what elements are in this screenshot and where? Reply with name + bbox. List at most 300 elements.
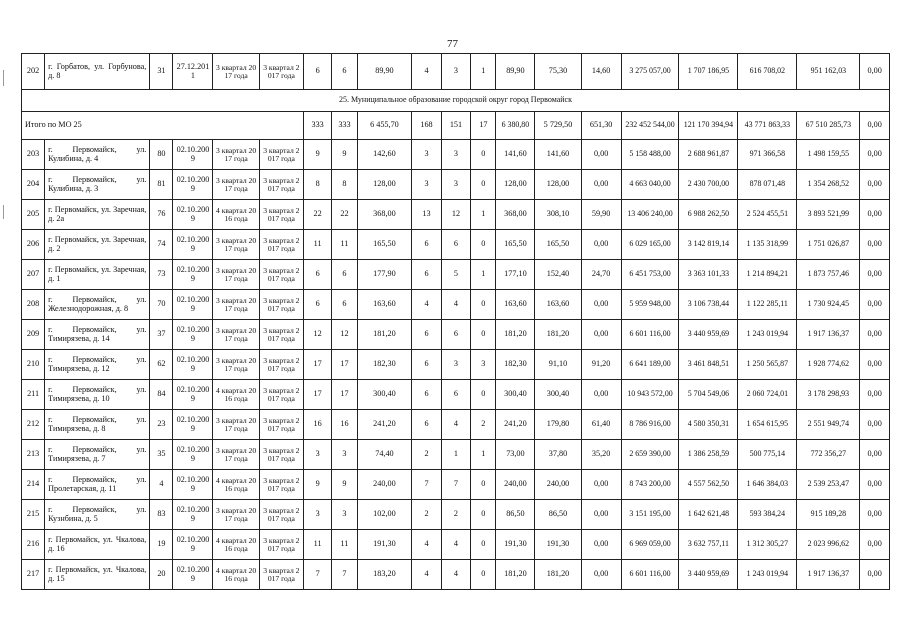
table-cell: 0,00 xyxy=(581,230,621,260)
table-cell: 8 xyxy=(332,170,357,200)
period-cell: 4 квартал 2016 года xyxy=(213,560,259,590)
table-cell: 2 xyxy=(412,440,441,470)
table-cell: 16 xyxy=(332,410,357,440)
table-cell: 0 xyxy=(471,320,496,350)
table-cell: 0,00 xyxy=(860,530,890,560)
table-cell: 1 642 621,48 xyxy=(679,500,738,530)
scan-margin-mark xyxy=(3,205,4,219)
table-row xyxy=(22,54,890,90)
table-cell: 191,30 xyxy=(357,530,412,560)
table-cell: 3 xyxy=(441,350,470,380)
address-cell: г. Первомайск, ул. Заречная, д. 2а xyxy=(45,200,150,230)
table-cell: 6 029 165,00 xyxy=(621,230,679,260)
table-cell: 0,00 xyxy=(860,350,890,380)
table-cell: 6 xyxy=(303,260,331,290)
table-cell: 0,00 xyxy=(860,230,890,260)
address-cell: г. Первомайск, ул. Кулибина, д. 4 xyxy=(45,140,150,170)
table-cell: 1 214 894,21 xyxy=(738,260,797,290)
address-cell: г. Первомайск, ул. Чкалова, д. 16 xyxy=(45,530,150,560)
period-cell: 3 квартал 2017 года xyxy=(259,410,303,440)
row-number: 202 xyxy=(22,54,45,90)
table-cell: 3 xyxy=(471,350,496,380)
table-cell: 91,10 xyxy=(535,350,581,380)
table-cell: 6 451 753,00 xyxy=(621,260,679,290)
table-cell: 5 704 549,06 xyxy=(679,380,738,410)
table-cell: 163,60 xyxy=(496,290,535,320)
period-cell: 3 квартал 2017 года xyxy=(259,170,303,200)
table-cell: 772 356,27 xyxy=(797,440,860,470)
table-cell: 11 xyxy=(303,230,331,260)
table-cell: 7 xyxy=(412,470,441,500)
table-cell: 1 646 384,03 xyxy=(738,470,797,500)
table-cell: 0,00 xyxy=(860,440,890,470)
date-cell: 02.10.2009 xyxy=(173,200,213,230)
table-cell: 141,60 xyxy=(535,140,581,170)
table-cell: 84 xyxy=(150,380,173,410)
table-cell: 4 xyxy=(441,560,470,590)
date-cell: 02.10.2009 xyxy=(173,470,213,500)
total-cell: 651,30 xyxy=(581,112,621,140)
table-cell: 0 xyxy=(471,560,496,590)
table-cell: 0,00 xyxy=(581,380,621,410)
table-cell: 12 xyxy=(332,320,357,350)
period-cell: 4 квартал 2016 года xyxy=(213,530,259,560)
row-number: 212 xyxy=(22,410,45,440)
table-cell: 300,40 xyxy=(496,380,535,410)
table-cell: 8 xyxy=(303,170,331,200)
date-cell: 02.10.2009 xyxy=(173,170,213,200)
table-cell: 128,00 xyxy=(357,170,412,200)
table-cell: 3 xyxy=(332,440,357,470)
table-cell: 73,00 xyxy=(496,440,535,470)
period-cell: 3 квартал 2017 года xyxy=(259,290,303,320)
table-cell: 0,00 xyxy=(581,500,621,530)
table-cell: 75,30 xyxy=(535,54,581,90)
date-cell: 02.10.2009 xyxy=(173,530,213,560)
table-cell: 0,00 xyxy=(860,380,890,410)
table-cell: 4 557 562,50 xyxy=(679,470,738,500)
row-number: 215 xyxy=(22,500,45,530)
table-cell: 14,60 xyxy=(581,54,621,90)
table-cell: 5 xyxy=(441,260,470,290)
row-number: 214 xyxy=(22,470,45,500)
address-cell: г. Первомайск, ул. Кузнбина, д. 5 xyxy=(45,500,150,530)
period-cell: 3 квартал 2017 года xyxy=(259,500,303,530)
row-number: 207 xyxy=(22,260,45,290)
period-cell: 3 квартал 2017 года xyxy=(259,350,303,380)
table-cell: 6 xyxy=(303,290,331,320)
table-cell: 128,00 xyxy=(496,170,535,200)
row-number: 217 xyxy=(22,560,45,590)
table-cell: 0,00 xyxy=(581,530,621,560)
table-cell: 0,00 xyxy=(581,290,621,320)
table-cell: 3 632 757,11 xyxy=(679,530,738,560)
table-cell: 0 xyxy=(471,290,496,320)
table-cell: 7 xyxy=(303,560,331,590)
period-cell: 3 квартал 2017 года xyxy=(259,54,303,90)
table-cell: 61,40 xyxy=(581,410,621,440)
table-row xyxy=(22,320,890,350)
table-cell: 3 106 738,44 xyxy=(679,290,738,320)
table-row xyxy=(22,200,890,230)
row-number: 208 xyxy=(22,290,45,320)
table-cell: 5 959 948,00 xyxy=(621,290,679,320)
housing-table xyxy=(21,53,890,590)
table-cell: 6 xyxy=(441,380,470,410)
total-cell: 17 xyxy=(471,112,496,140)
table-cell: 74,40 xyxy=(357,440,412,470)
table-cell: 3 440 959,69 xyxy=(679,560,738,590)
table-cell: 0 xyxy=(471,140,496,170)
table-cell: 368,00 xyxy=(357,200,412,230)
table-cell: 6 xyxy=(441,320,470,350)
row-number: 203 xyxy=(22,140,45,170)
table-cell: 971 366,58 xyxy=(738,140,797,170)
table-cell: 2 xyxy=(471,410,496,440)
table-cell: 163,60 xyxy=(535,290,581,320)
table-cell: 89,90 xyxy=(496,54,535,90)
period-cell: 3 квартал 2017 года xyxy=(259,230,303,260)
table-cell: 7 xyxy=(441,470,470,500)
table-cell: 181,20 xyxy=(496,560,535,590)
table-cell: 593 384,24 xyxy=(738,500,797,530)
table-cell: 13 xyxy=(412,200,441,230)
table-cell: 91,20 xyxy=(581,350,621,380)
table-cell: 1 xyxy=(471,54,496,90)
table-cell: 308,10 xyxy=(535,200,581,230)
table-cell: 7 xyxy=(332,560,357,590)
address-cell: г. Горбатов, ул. Горбунова, д. 8 xyxy=(45,54,150,90)
table-cell: 142,60 xyxy=(357,140,412,170)
table-row xyxy=(22,380,890,410)
total-cell: 43 771 863,33 xyxy=(738,112,797,140)
table-cell: 165,50 xyxy=(535,230,581,260)
table-cell: 9 xyxy=(303,140,331,170)
table-cell: 2 430 700,00 xyxy=(679,170,738,200)
table-cell: 1 354 268,52 xyxy=(797,170,860,200)
table-cell: 0 xyxy=(471,380,496,410)
table-cell: 12 xyxy=(441,200,470,230)
table-cell: 13 406 240,00 xyxy=(621,200,679,230)
table-cell: 4 580 350,31 xyxy=(679,410,738,440)
table-cell: 17 xyxy=(332,350,357,380)
row-number: 216 xyxy=(22,530,45,560)
date-cell: 02.10.2009 xyxy=(173,440,213,470)
date-cell: 02.10.2009 xyxy=(173,320,213,350)
table-cell: 6 xyxy=(412,230,441,260)
table-cell: 3 xyxy=(303,440,331,470)
address-cell: г. Первомайск, ул. Тимирязева, д. 14 xyxy=(45,320,150,350)
table-cell: 89,90 xyxy=(357,54,412,90)
address-cell: г. Первомайск, ул. Заречная, д. 2 xyxy=(45,230,150,260)
table-cell: 6 xyxy=(332,54,357,90)
total-cell: 121 170 394,94 xyxy=(679,112,738,140)
total-cell: 333 xyxy=(303,112,331,140)
table-cell: 951 162,03 xyxy=(797,54,860,90)
table-cell: 6 xyxy=(303,54,331,90)
table-cell: 4 xyxy=(441,410,470,440)
table-cell: 4 663 040,00 xyxy=(621,170,679,200)
table-cell: 240,00 xyxy=(496,470,535,500)
period-cell: 3 квартал 2017 года xyxy=(259,320,303,350)
table-cell: 20 xyxy=(150,560,173,590)
table-cell: 0,00 xyxy=(581,170,621,200)
table-cell: 1 654 615,95 xyxy=(738,410,797,440)
table-cell: 0,00 xyxy=(581,470,621,500)
period-cell: 3 квартал 2017 года xyxy=(259,380,303,410)
table-cell: 2 659 390,00 xyxy=(621,440,679,470)
table-cell: 241,20 xyxy=(496,410,535,440)
table-cell: 0,00 xyxy=(860,320,890,350)
total-cell: 5 729,50 xyxy=(535,112,581,140)
table-cell: 183,20 xyxy=(357,560,412,590)
period-cell: 3 квартал 2017 года xyxy=(259,530,303,560)
table-cell: 11 xyxy=(332,230,357,260)
table-cell: 62 xyxy=(150,350,173,380)
table-cell: 0,00 xyxy=(581,560,621,590)
page-number: 77 xyxy=(447,38,458,50)
table-cell: 915 189,28 xyxy=(797,500,860,530)
table-cell: 35,20 xyxy=(581,440,621,470)
table-cell: 3 xyxy=(303,500,331,530)
table-cell: 22 xyxy=(303,200,331,230)
table-row xyxy=(22,260,890,290)
table-cell: 35 xyxy=(150,440,173,470)
table-cell: 3 xyxy=(412,170,441,200)
table-cell: 182,30 xyxy=(357,350,412,380)
period-cell: 3 квартал 2017 года xyxy=(213,410,259,440)
table-cell: 0 xyxy=(471,470,496,500)
table-cell: 2 688 961,87 xyxy=(679,140,738,170)
table-cell: 3 xyxy=(441,170,470,200)
table-cell: 1 730 924,45 xyxy=(797,290,860,320)
table-cell: 1 135 318,99 xyxy=(738,230,797,260)
table-cell: 8 743 200,00 xyxy=(621,470,679,500)
table-cell: 1 386 258,59 xyxy=(679,440,738,470)
table-cell: 70 xyxy=(150,290,173,320)
table-cell: 182,30 xyxy=(496,350,535,380)
total-cell: 67 510 285,73 xyxy=(797,112,860,140)
table-cell: 300,40 xyxy=(535,380,581,410)
table-cell: 300,40 xyxy=(357,380,412,410)
table-cell: 0,00 xyxy=(860,500,890,530)
total-label: Итого по МО 25 xyxy=(22,112,304,140)
table-cell: 240,00 xyxy=(535,470,581,500)
table-row xyxy=(22,170,890,200)
table-cell: 4 xyxy=(412,530,441,560)
address-cell: г. Первомайск, ул. Железнодорожная, д. 8 xyxy=(45,290,150,320)
table-row xyxy=(22,140,890,170)
table-cell: 86,50 xyxy=(496,500,535,530)
table-row xyxy=(22,440,890,470)
table-cell: 6 xyxy=(332,290,357,320)
table-cell: 1 917 136,37 xyxy=(797,320,860,350)
section-title: 25. Муниципальное образование городской округ город Первомайск xyxy=(22,90,890,112)
row-number: 206 xyxy=(22,230,45,260)
table-cell: 9 xyxy=(332,470,357,500)
table-cell: 81 xyxy=(150,170,173,200)
table-cell: 141,60 xyxy=(496,140,535,170)
table-cell: 3 xyxy=(332,500,357,530)
address-cell: г. Первомайск, ул. Кулибина, д. 3 xyxy=(45,170,150,200)
table-cell: 165,50 xyxy=(496,230,535,260)
date-cell: 02.10.2009 xyxy=(173,380,213,410)
period-cell: 4 квартал 2016 года xyxy=(213,380,259,410)
total-cell: 0,00 xyxy=(860,112,890,140)
table-cell: 500 775,14 xyxy=(738,440,797,470)
table-cell: 37 xyxy=(150,320,173,350)
table-cell: 3 xyxy=(441,54,470,90)
table-cell: 0 xyxy=(471,530,496,560)
table-cell: 181,20 xyxy=(535,560,581,590)
period-cell: 3 квартал 2017 года xyxy=(259,470,303,500)
table-cell: 8 786 916,00 xyxy=(621,410,679,440)
period-cell: 3 квартал 2017 года xyxy=(213,140,259,170)
table-cell: 152,40 xyxy=(535,260,581,290)
address-cell: г. Первомайск, ул. Тимирязева, д. 10 xyxy=(45,380,150,410)
table-cell: 3 178 298,93 xyxy=(797,380,860,410)
table-cell: 3 363 101,33 xyxy=(679,260,738,290)
table-cell: 2 551 949,74 xyxy=(797,410,860,440)
table-cell: 0,00 xyxy=(860,290,890,320)
table-cell: 3 893 521,99 xyxy=(797,200,860,230)
table-cell: 17 xyxy=(303,380,331,410)
date-cell: 02.10.2009 xyxy=(173,260,213,290)
period-cell: 3 квартал 2017 года xyxy=(259,260,303,290)
scan-margin-mark xyxy=(3,70,4,86)
table-row xyxy=(22,410,890,440)
date-cell: 02.10.2009 xyxy=(173,500,213,530)
table-cell: 86,50 xyxy=(535,500,581,530)
table-cell: 0,00 xyxy=(581,320,621,350)
table-cell: 0,00 xyxy=(860,260,890,290)
table-cell: 83 xyxy=(150,500,173,530)
table-cell: 4 xyxy=(441,530,470,560)
table-cell: 9 xyxy=(303,470,331,500)
period-cell: 4 квартал 2016 года xyxy=(213,470,259,500)
total-cell: 6 455,70 xyxy=(357,112,412,140)
table-cell: 10 943 572,00 xyxy=(621,380,679,410)
period-cell: 4 квартал 2016 года xyxy=(213,200,259,230)
table-cell: 191,30 xyxy=(535,530,581,560)
table-cell: 6 xyxy=(412,350,441,380)
date-cell: 02.10.2009 xyxy=(173,230,213,260)
table-cell: 73 xyxy=(150,260,173,290)
table-cell: 6 xyxy=(441,230,470,260)
table-cell: 616 708,02 xyxy=(738,54,797,90)
table-row xyxy=(22,350,890,380)
table-cell: 6 601 116,00 xyxy=(621,320,679,350)
table-cell: 12 xyxy=(303,320,331,350)
table-cell: 6 xyxy=(332,260,357,290)
date-cell: 02.10.2009 xyxy=(173,560,213,590)
table-cell: 240,00 xyxy=(357,470,412,500)
date-cell: 02.10.2009 xyxy=(173,290,213,320)
table-cell: 177,90 xyxy=(357,260,412,290)
table-cell: 59,90 xyxy=(581,200,621,230)
table-cell: 1 xyxy=(441,440,470,470)
table-cell: 163,60 xyxy=(357,290,412,320)
table-cell: 2 xyxy=(441,500,470,530)
table-cell: 1 122 285,11 xyxy=(738,290,797,320)
table-cell: 5 158 488,00 xyxy=(621,140,679,170)
period-cell: 3 квартал 2017 года xyxy=(213,350,259,380)
table-cell: 3 461 848,51 xyxy=(679,350,738,380)
address-cell: г. Первомайск, ул. Чкалова, д. 15 xyxy=(45,560,150,590)
table-cell: 11 xyxy=(303,530,331,560)
table-cell: 1 312 305,27 xyxy=(738,530,797,560)
section-header-row xyxy=(22,90,890,112)
table-cell: 22 xyxy=(332,200,357,230)
table-cell: 1 xyxy=(471,440,496,470)
table-cell: 4 xyxy=(412,290,441,320)
table-cell: 16 xyxy=(303,410,331,440)
table-cell: 368,00 xyxy=(496,200,535,230)
table-cell: 3 440 959,69 xyxy=(679,320,738,350)
table-cell: 4 xyxy=(412,54,441,90)
table-cell: 0,00 xyxy=(860,170,890,200)
address-cell: г. Первомайск, ул. Тимирязева, д. 8 xyxy=(45,410,150,440)
table-cell: 1 498 159,55 xyxy=(797,140,860,170)
row-number: 211 xyxy=(22,380,45,410)
table-cell: 1 xyxy=(471,260,496,290)
table-cell: 0,00 xyxy=(860,470,890,500)
period-cell: 3 квартал 2017 года xyxy=(259,140,303,170)
table-cell: 0 xyxy=(471,500,496,530)
table-cell: 1 707 186,95 xyxy=(679,54,738,90)
table-cell: 0 xyxy=(471,170,496,200)
table-cell: 4 xyxy=(412,560,441,590)
table-cell: 2 524 455,51 xyxy=(738,200,797,230)
table-cell: 0 xyxy=(471,230,496,260)
table-cell: 9 xyxy=(332,140,357,170)
table-cell: 17 xyxy=(303,350,331,380)
table-row xyxy=(22,530,890,560)
total-cell: 333 xyxy=(332,112,357,140)
period-cell: 3 квартал 2017 года xyxy=(213,54,259,90)
table-cell: 31 xyxy=(150,54,173,90)
table-cell: 6 xyxy=(412,410,441,440)
table-cell: 3 xyxy=(412,140,441,170)
table-cell: 6 xyxy=(412,260,441,290)
table-cell: 177,10 xyxy=(496,260,535,290)
table-row xyxy=(22,230,890,260)
table-cell: 0,00 xyxy=(581,140,621,170)
table-cell: 1 917 136,37 xyxy=(797,560,860,590)
table-cell: 0,00 xyxy=(860,200,890,230)
table-cell: 241,20 xyxy=(357,410,412,440)
table-cell: 2 023 996,62 xyxy=(797,530,860,560)
period-cell: 3 квартал 2017 года xyxy=(213,440,259,470)
table-cell: 2 539 253,47 xyxy=(797,470,860,500)
date-cell: 02.10.2009 xyxy=(173,350,213,380)
table-cell: 1 243 019,94 xyxy=(738,320,797,350)
total-row xyxy=(22,112,890,140)
table-cell: 1 751 026,87 xyxy=(797,230,860,260)
table-cell: 181,20 xyxy=(496,320,535,350)
row-number: 213 xyxy=(22,440,45,470)
table-cell: 0,00 xyxy=(860,410,890,440)
table-cell: 6 601 116,00 xyxy=(621,560,679,590)
table-cell: 3 142 819,14 xyxy=(679,230,738,260)
address-cell: г. Первомайск, ул. Тимирязева, д. 7 xyxy=(45,440,150,470)
period-cell: 3 квартал 2017 года xyxy=(213,170,259,200)
table-cell: 1 xyxy=(471,200,496,230)
table-cell: 181,20 xyxy=(535,320,581,350)
table-cell: 2 060 724,01 xyxy=(738,380,797,410)
table-cell: 1 873 757,46 xyxy=(797,260,860,290)
date-cell: 02.10.2009 xyxy=(173,140,213,170)
